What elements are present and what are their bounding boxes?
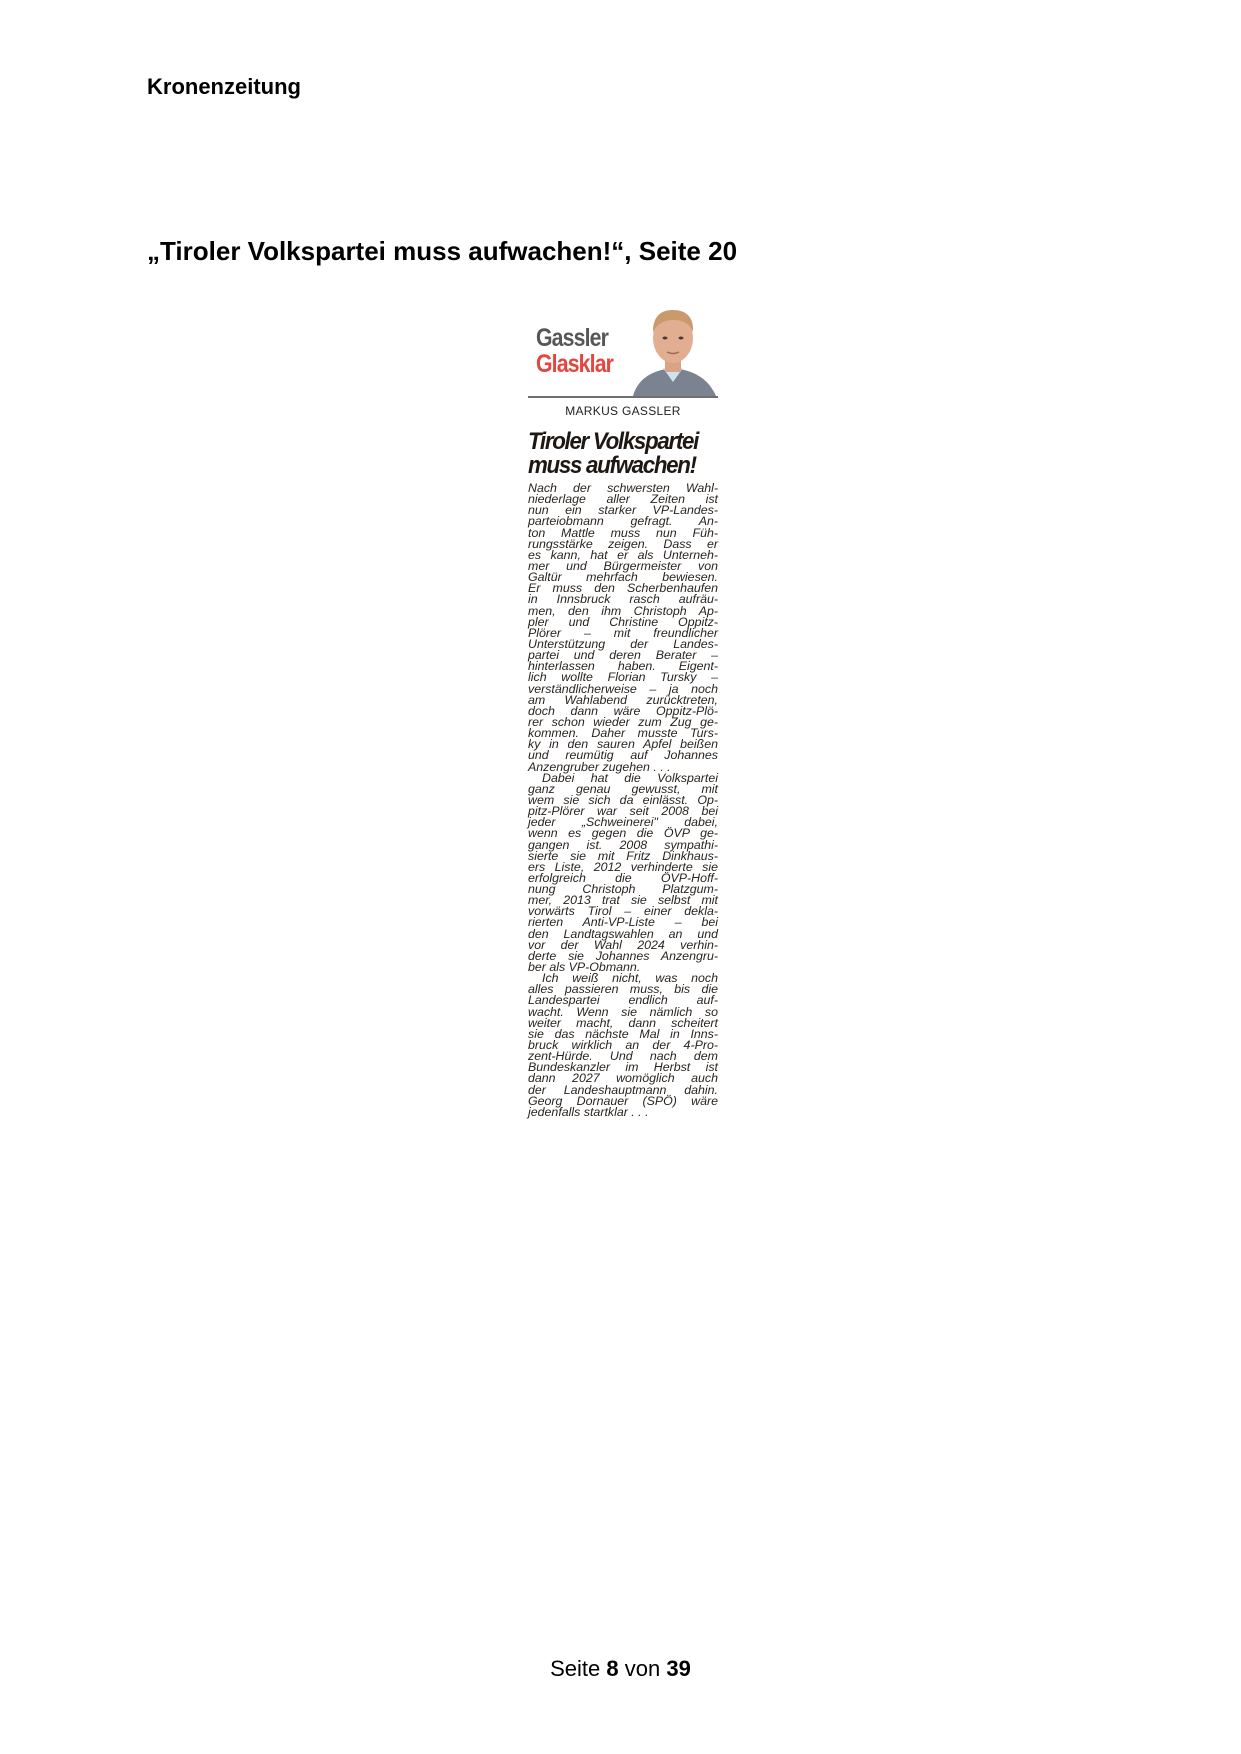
article-line: lich wollte Florian Tursky – <box>528 670 718 685</box>
article-line: ky in den sauren Apfel beißen <box>528 737 718 752</box>
article-line: rungsstärke zeigen. Dass er <box>528 536 718 551</box>
article-line: gangen ist. 2008 sympathi- <box>528 837 718 852</box>
document-title: „Tiroler Volkspartei muss aufwachen!“, Seite 20 <box>147 236 738 266</box>
article-line: Nach der schwersten Wahl- <box>528 481 718 495</box>
article-line: wenn es gegen die ÖVP ge- <box>528 826 718 841</box>
current-page-number: 8 <box>606 1656 619 1681</box>
article-line: rer schon wieder zum Zug ge- <box>528 714 718 729</box>
article-line: pitz-Plörer war seit 2008 bei <box>528 804 718 819</box>
article-line: mer und Bürgermeister von <box>528 558 718 573</box>
article-line: jedenfalls startklar . . . <box>528 1104 649 1119</box>
column-masthead <box>528 300 718 398</box>
article-line: mer, 2013 trat sie selbst mit <box>528 893 718 908</box>
article-line: verständlicherweise – ja noch <box>528 681 718 696</box>
article-line: hinterlassen haben. Eigent- <box>528 659 718 674</box>
article-line: doch dann wäre Oppitz-Plö- <box>528 703 718 718</box>
author-portrait-icon <box>628 300 718 396</box>
article-line: Ich weiß nicht, was noch <box>542 971 718 986</box>
article-line: Landespartei endlich auf- <box>528 993 718 1008</box>
article-line: kommen. Daher musste Turs- <box>528 726 718 741</box>
article-line: Bundeskanzler im Herbst ist <box>528 1060 718 1075</box>
article-line: Galtür mehrfach bewiesen. <box>528 570 718 585</box>
article-line: Dabei hat die Volkspartei <box>542 770 718 785</box>
article-line: pler und Christine Oppitz- <box>528 614 718 629</box>
article-line: in Innsbruck rasch aufräu- <box>528 592 718 607</box>
article-line: ganz genau gewusst, mit <box>528 781 718 796</box>
article-line: dann 2027 womöglich auch <box>528 1071 718 1086</box>
article-line: ers Liste, 2012 verhinderte sie <box>528 859 718 874</box>
article-line: weiter macht, dann scheitert <box>528 1015 718 1030</box>
article-line: men, den ihm Christoph Ap- <box>528 603 718 618</box>
article-line: bruck wirklich an der 4-Pro- <box>528 1038 718 1053</box>
article-line: sierte sie mit Fritz Dinkhaus- <box>528 848 718 863</box>
footer-prefix: Seite <box>550 1656 601 1681</box>
article-line: vorwärts Tirol – einer dekla- <box>528 904 718 919</box>
page-footer <box>0 1656 1241 1682</box>
article-line: Anzengruber zugehen . . . <box>528 759 671 774</box>
article-line: ber als VP-Obmann. <box>528 960 641 975</box>
article-headline <box>528 430 705 478</box>
article-line: Er muss den Scherbenhaufen <box>528 581 718 596</box>
article-line: den Landtagswahlen an und <box>528 926 718 941</box>
article-line: nun ein starker VP-Landes- <box>528 503 718 518</box>
article-line: vor der Wahl 2024 verhin- <box>528 937 718 952</box>
article-body <box>528 483 718 1118</box>
article-line: derte sie Johannes Anzengru- <box>528 948 718 963</box>
article-line: partei und deren Berater – <box>528 648 718 663</box>
article-line: wacht. Wenn sie nämlich so <box>528 1004 718 1019</box>
article-line: alles passieren muss, bis die <box>528 982 718 997</box>
column-name-gassler: Gassler <box>536 324 609 352</box>
article-line: sie das nächste Mal in Inns- <box>528 1026 718 1041</box>
article-line: wem sie sich da einlässt. Op- <box>528 792 718 807</box>
article-line: und reumütig auf Johannes <box>528 748 718 763</box>
article-line: Plörer – mit freundlicher <box>528 625 718 640</box>
article-line: Georg Dornauer (SPÖ) wäre <box>528 1093 718 1108</box>
newspaper-source: Kronenzeitung <box>147 74 301 99</box>
article-line: ton Mattle muss nun Füh- <box>528 525 718 540</box>
article-line: nung Christoph Platzgum- <box>528 882 718 897</box>
headline-line: Tiroler Volkspartei <box>528 428 699 455</box>
article-line: Unterstützung der Landes- <box>528 636 718 651</box>
article-clipping <box>528 300 718 1118</box>
column-name-glasklar: Glasklar <box>536 350 614 378</box>
article-line: zent-Hürde. Und nach dem <box>528 1049 718 1064</box>
footer-middle: von <box>624 1656 661 1681</box>
article-line: parteiobmann gefragt. An- <box>528 514 718 529</box>
article-line: es kann, hat er als Unterneh- <box>528 547 718 562</box>
article-line: der Landeshauptmann dahin. <box>528 1082 718 1097</box>
article-line: erfolgreich die ÖVP-Hoff- <box>528 870 718 885</box>
article-line: rierten Anti-VP-Liste – bei <box>528 915 718 930</box>
article-line: niederlage aller Zeiten ist <box>528 492 718 507</box>
article-line: am Wahlabend zurücktreten, <box>528 692 718 707</box>
headline-line: muss aufwachen! <box>528 452 696 479</box>
article-line: jeder „Schweinerei" dabei, <box>528 815 718 830</box>
author-name: MARKUS GASSLER <box>565 404 681 418</box>
total-page-count: 39 <box>666 1656 691 1681</box>
